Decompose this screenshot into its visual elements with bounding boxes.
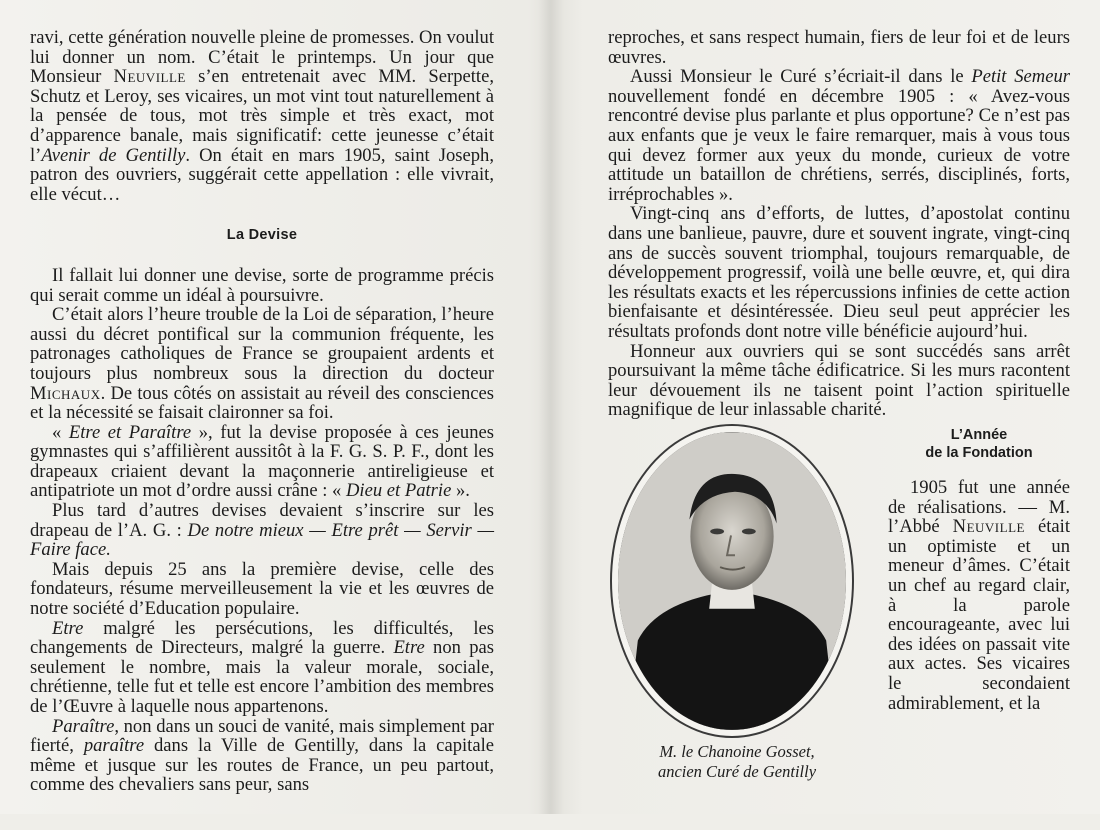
portrait-photo	[610, 424, 854, 738]
section-heading: L’Année de la Fondation	[925, 427, 1033, 461]
photo-caption: M. le Chanoine Gosset, ancien Curé de Gentilly	[657, 742, 817, 781]
priest-portrait-image	[618, 432, 846, 730]
paragraph: Aussi Monsieur le Curé s’écriait-il dans le Petit Semeur nouvellement fondé en décembre 1905 : « Avez-vous rencontré devise plus parlante et plus opportune? Ce n’est pas aux enfants que je veux le faire remarquer, mais à vous tous qui devez former aux yeux du monde, curieux de votre attitude un bataillon de chrétiens, serrés, disciplinés, forts, irréprochables ».	[608, 66, 1070, 205]
left-page-text	[30, 28, 494, 795]
paragraph: Honneur aux ouvriers qui se sont succédés sans arrêt poursuivant la même tâche édificatrice. Si les murs racontent leur dévouement ils ne taisent point l’action spirituelle magnifique de leur inlassable charité.	[608, 340, 1070, 421]
paragraph: Paraître, non dans un souci de vanité, mais simplement par fierté, paraître dans la Ville de Gentilly, dans la capitale même et jusque sur les routes de France, un peu partout, comme des chevaliers sans peur, sans	[30, 715, 494, 796]
paragraph: Mais depuis 25 ans la première devise, celle des fondateurs, résume merveilleusement la vie et les œuvres de notre société d’Education populaire.	[30, 558, 494, 620]
paragraph: Etre malgré les persécutions, les difficultés, les changements de Directeurs, malgré la guerre. Etre non pas seulement le nombre, mais la valeur morale, sociale, chrétienne, telle fut et telle est encore l’ambition des membres de l’Œuvre à laquelle nous appartenons.	[30, 617, 494, 717]
portrait-figure	[608, 420, 884, 830]
page-gutter	[538, 0, 564, 814]
paragraph: C’était alors l’heure trouble de la Loi de séparation, l’heure aussi du décret pontifical sur la communion fréquente, les patronages catholiques de France se groupaient ardents et toujours plus nombreux sous la direction du docteur Michaux. De tous côtés on assistait au réveil des consciences et la nécessité se faisait claironner sa foi.	[30, 304, 494, 424]
paragraph: Il fallait lui donner une devise, sorte de programme précis qui serait comme un idéal à poursuivre.	[30, 264, 494, 306]
paragraph: « Etre et Paraître », fut la devise proposée à ces jeunes gymnastes qui s’affilièrent aussitôt à la F. G. S. P. F., dont les drapeaux criaient devant la maçonnerie antireligieuse et antipatriote un mot d’ordre aussi crâne : « Dieu et Patrie ».	[30, 421, 494, 502]
paragraph: ravi, cette génération nouvelle pleine de promesses. On voulut lui donner un nom. C’était le printemps. Un jour que Monsieur Neuville s’en entretenait avec MM. Serpette, Schutz et Leroy, ses vicaires, un mot vint tout naturellement à la pensée de tous, mot très simple et très exact, mot d’apparence banale, mais significatif: cette jeunesse c’était l’Avenir de Gentilly. On était en mars 1905, saint Joseph, patron des ouvriers, suggérait cette appellation : elle vivrait, elle vécut…	[30, 27, 494, 205]
paragraph: Plus tard d’autres devises devaient s’inscrire sur les drapeau de l’A. G. : De notre mieux — Etre prêt — Servir — Faire face.	[30, 500, 495, 561]
paragraph: reproches, et sans respect humain, fiers de leur foi et de leurs œuvres.	[608, 27, 1070, 68]
right-page-text	[608, 28, 1070, 424]
section-heading: La Devise	[226, 227, 298, 244]
right-lower-block	[608, 420, 1070, 830]
paragraph: Vingt-cinq ans d’efforts, de luttes, d’apostolat continu dans une banlieue, pauvre, dure et souvent ingrate, vingt-cinq ans de succès souvent triomphal, toujours remarquable, de développement progressif, voilà une belle œuvre, et, qui dira les résultats exacts et les répercussions infinies de cette action bienfaisante et désintéressée. Dieu seul peut apprécier les résultats profonds dont notre ville bénéficie aujourd’hui.	[608, 203, 1070, 342]
paragraph: 1905 fut une année de réalisations. — M. l’Abbé Neuville était un optimiste et un meneur d’âmes. C’était un chef au regard clair, à la parole encourageante, avec lui des idées on passait vite aux actes. Ses vicaires le secondaient admirablement, et la	[888, 477, 1070, 714]
